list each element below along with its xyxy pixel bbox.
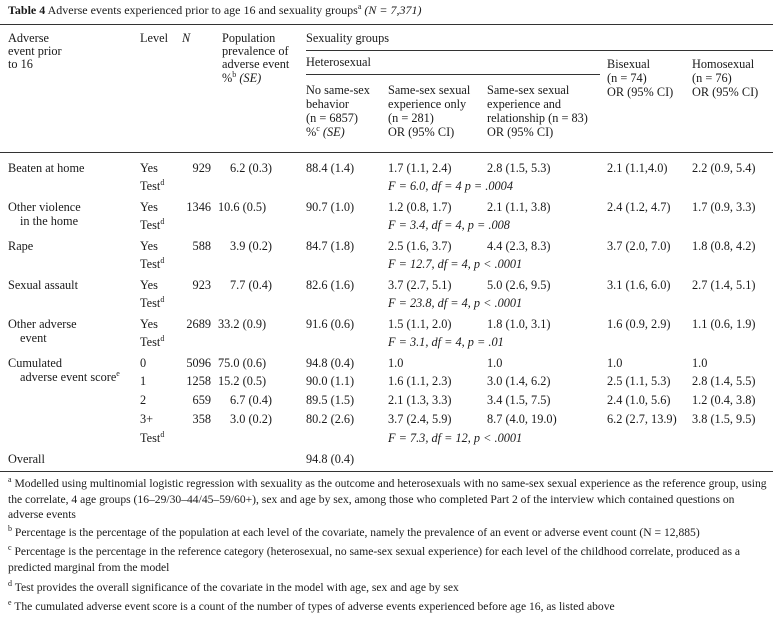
cumulated-homosexual: 1.0 — [692, 356, 708, 370]
row-event-label: Other adverse — [8, 317, 77, 331]
cumulated-level: 0 — [140, 356, 147, 370]
row-same-sex-only: 1.2 (0.8, 1.7) — [388, 200, 452, 214]
cumulated-population: 3.0 (0.2) — [230, 412, 273, 426]
cumulated-level: 3+ — [140, 412, 154, 426]
table-label: Table 4 — [8, 3, 46, 17]
row-same-sex-relationship: 2.8 (1.5, 5.3) — [487, 161, 551, 175]
cumulated-n: 659 — [192, 393, 211, 407]
row-same-sex-only: 1.7 (1.1, 2.4) — [388, 161, 452, 175]
row-population: 33.2 (0.9) — [218, 317, 267, 331]
cumulated-level: 1 — [140, 374, 147, 388]
header-bisexual: Bisexual — [607, 57, 651, 71]
cumulated-same-sex-only: 3.7 (2.4, 5.9) — [388, 412, 452, 426]
test-result: F = 23.8, df = 4, p < .0001 — [388, 296, 523, 310]
row-level: Yes — [140, 278, 158, 292]
header-population: prevalence of — [222, 44, 289, 58]
cumulated-population: 15.2 (0.5) — [218, 374, 267, 388]
row-n: 1346 — [186, 200, 211, 214]
header-sexuality-groups: Sexuality groups — [306, 31, 389, 45]
percent-sign: % — [222, 71, 233, 85]
top-rule — [0, 24, 773, 25]
cumulated-no-same-sex: 80.2 (2.6) — [306, 412, 355, 426]
row-no-same-sex: 82.6 (1.6) — [306, 278, 355, 292]
row-bisexual: 2.4 (1.2, 4.7) — [607, 200, 671, 214]
header-level: Level — [140, 31, 168, 45]
cumulated-same-sex-relationship: 8.7 (4.0, 19.0) — [487, 412, 557, 426]
row-same-sex-relationship: 2.1 (1.1, 3.8) — [487, 200, 551, 214]
footnote: $^b$ Percentage is the percentage of the population at each level of the covariate, namely the prevalence of an event or adverse event count (N = 12,885) — [8, 524, 700, 539]
cumulated-same-sex-relationship: 3.0 (1.4, 6.2) — [487, 374, 551, 388]
header-heterosexual: Heterosexual — [306, 55, 371, 69]
row-no-same-sex: 88.4 (1.4) — [306, 161, 355, 175]
row-bisexual: 1.6 (0.9, 2.9) — [607, 317, 671, 331]
footnote: $^d$ Test provides the overall significance of the covariate in the model with age, sex and age by sex — [8, 579, 459, 594]
cumulated-same-sex-only: 1.0 — [388, 356, 404, 370]
row-population: 6.2 (0.3) — [230, 161, 273, 175]
footnote: $^c$ Percentage is the percentage in the reference category (heterosexual, no same-sex sexual experience) for each level of the childhood correlate, produced as a predicted marginal from the model — [8, 543, 741, 574]
cumulated-bisexual: 1.0 — [607, 356, 623, 370]
header-same-sex-relationship: relationship (n = 83) — [487, 111, 588, 125]
table-title: Adverse events experienced prior to age 16 and sexuality groups — [47, 3, 358, 17]
header-population — [222, 69, 262, 85]
header-event: event prior — [8, 44, 62, 58]
header-population: Population — [222, 31, 276, 45]
overall-label: Overall — [8, 452, 45, 466]
header-same-sex-relationship: Same-sex sexual — [487, 83, 570, 97]
test-result: F = 3.4, df = 4, p = .008 — [388, 218, 510, 232]
cumulated-homosexual: 2.8 (1.4, 5.5) — [692, 374, 756, 388]
test-label: Test$^d$ — [140, 216, 165, 232]
test-label: Test$^d$ — [140, 429, 165, 445]
test-result: F = 3.1, df = 4, p = .01 — [388, 335, 504, 349]
row-same-sex-only: 2.5 (1.6, 3.7) — [388, 239, 452, 253]
test-label: Test$^d$ — [140, 255, 165, 271]
header-homosexual: Homosexual — [692, 57, 755, 71]
test-result: F = 7.3, df = 12, p < .0001 — [388, 431, 523, 445]
header-event: to 16 — [8, 57, 33, 71]
se-label: (SE) — [322, 125, 345, 139]
cumulated-n: 1258 — [186, 374, 211, 388]
test-label: Test$^d$ — [140, 333, 165, 349]
row-population: 3.9 (0.2) — [230, 239, 273, 253]
row-event-label: Beaten at home — [8, 161, 85, 175]
header-n: N — [182, 31, 191, 45]
header-rule — [0, 152, 773, 153]
row-homosexual: 2.2 (0.9, 5.4) — [692, 161, 756, 175]
header-same-sex-only: Same-sex sexual — [388, 83, 471, 97]
row-homosexual: 2.7 (1.4, 5.1) — [692, 278, 756, 292]
row-event-label-cont: event — [20, 331, 47, 345]
footnote-mark: b — [232, 69, 237, 79]
percent-sign: % — [306, 125, 317, 139]
header-homosexual: (n = 76) — [692, 71, 732, 85]
header-homosexual: OR (95% CI) — [692, 85, 759, 99]
row-n: 923 — [192, 278, 211, 292]
row-same-sex-relationship: 1.8 (1.0, 3.1) — [487, 317, 551, 331]
cumulated-population: 6.7 (0.4) — [230, 393, 273, 407]
row-level: Yes — [140, 239, 158, 253]
row-no-same-sex: 90.7 (1.0) — [306, 200, 355, 214]
header-same-sex-only: (n = 281) — [388, 111, 434, 125]
cumulated-same-sex-only: 2.1 (1.3, 3.3) — [388, 393, 452, 407]
bottom-rule — [0, 471, 773, 472]
row-no-same-sex: 91.6 (0.6) — [306, 317, 355, 331]
heterosexual-rule — [306, 74, 600, 75]
header-no-same-sex: No same-sex — [306, 83, 370, 97]
row-n: 588 — [192, 239, 211, 253]
row-population: 10.6 (0.5) — [218, 200, 267, 214]
cumulated-level: 2 — [140, 393, 147, 407]
row-same-sex-only: 1.5 (1.1, 2.0) — [388, 317, 452, 331]
header-no-same-sex: behavior — [306, 97, 350, 111]
row-n: 2689 — [186, 317, 211, 331]
row-same-sex-relationship: 5.0 (2.6, 9.5) — [487, 278, 551, 292]
cumulated-no-same-sex: 89.5 (1.5) — [306, 393, 355, 407]
row-no-same-sex: 84.7 (1.8) — [306, 239, 355, 253]
se-label: (SE) — [239, 71, 262, 85]
row-level: Yes — [140, 161, 158, 175]
header-bisexual: (n = 74) — [607, 71, 647, 85]
test-label: Test$^d$ — [140, 294, 165, 310]
row-population: 7.7 (0.4) — [230, 278, 273, 292]
cumulated-homosexual: 1.2 (0.4, 3.8) — [692, 393, 756, 407]
cumulated-bisexual: 6.2 (2.7, 13.9) — [607, 412, 677, 426]
cumulated-no-same-sex: 94.8 (0.4) — [306, 356, 355, 370]
overall-no-same-sex: 94.8 (0.4) — [306, 452, 355, 466]
header-same-sex-only: experience only — [388, 97, 467, 111]
row-n: 929 — [192, 161, 211, 175]
test-result: F = 12.7, df = 4, p < .0001 — [388, 257, 523, 271]
row-bisexual: 3.7 (2.0, 7.0) — [607, 239, 671, 253]
header-no-same-sex — [306, 123, 345, 139]
header-same-sex-relationship: OR (95% CI) — [487, 125, 554, 139]
row-event-label: Sexual assault — [8, 278, 79, 292]
row-event-label: Rape — [8, 239, 34, 253]
cumulated-label: Cumulated — [8, 356, 62, 370]
cumulated-no-same-sex: 90.0 (1.1) — [306, 374, 355, 388]
row-homosexual: 1.8 (0.8, 4.2) — [692, 239, 756, 253]
table-total-n: (N = 7,371) — [364, 3, 422, 17]
cumulated-bisexual: 2.5 (1.1, 5.3) — [607, 374, 671, 388]
cumulated-same-sex-relationship: 1.0 — [487, 356, 503, 370]
row-event-label-cont: in the home — [20, 214, 79, 228]
row-homosexual: 1.1 (0.6, 1.9) — [692, 317, 756, 331]
cumulated-same-sex-relationship: 3.4 (1.5, 7.5) — [487, 393, 551, 407]
row-same-sex-only: 3.7 (2.7, 5.1) — [388, 278, 452, 292]
test-label: Test$^d$ — [140, 177, 165, 193]
cumulated-same-sex-only: 1.6 (1.1, 2.3) — [388, 374, 452, 388]
row-bisexual: 3.1 (1.6, 6.0) — [607, 278, 671, 292]
cumulated-homosexual: 3.8 (1.5, 9.5) — [692, 412, 756, 426]
footnote-mark: c — [316, 123, 320, 133]
sexuality-groups-rule — [306, 50, 773, 51]
header-population: adverse event — [222, 57, 290, 71]
cumulated-n: 5096 — [186, 356, 211, 370]
header-bisexual: OR (95% CI) — [607, 85, 674, 99]
header-same-sex-relationship: experience and — [487, 97, 562, 111]
row-event-label: Other violence — [8, 200, 81, 214]
table-caption — [8, 4, 421, 17]
cumulated-bisexual: 2.4 (1.0, 5.6) — [607, 393, 671, 407]
header-event: Adverse — [8, 31, 49, 45]
header-same-sex-only: OR (95% CI) — [388, 125, 455, 139]
test-result: F = 6.0, df = 4 p = .0004 — [388, 179, 513, 193]
cumulated-population: 75.0 (0.6) — [218, 356, 267, 370]
footnote: $^a$ Modelled using multinomial logistic regression with sexuality as the outcome and heterosexuals with no same-sex sexual experience as the reference group, using the correlate, 4 age groups (16–29/30–44/45–59/60+), sex and age by sex, among those who completed Part 2 of the interview which contained questions on adverse events — [8, 475, 767, 521]
cumulated-label: adverse event score$^e$ — [20, 368, 120, 384]
row-same-sex-relationship: 4.4 (2.3, 8.3) — [487, 239, 551, 253]
row-homosexual: 1.7 (0.9, 3.3) — [692, 200, 756, 214]
caption-footnote-mark: a — [357, 2, 362, 11]
row-level: Yes — [140, 200, 158, 214]
cumulated-n: 358 — [192, 412, 211, 426]
footnote: $^e$ The cumulated adverse event score is a count of the number of types of adverse events experienced before age 16, as listed above — [8, 598, 615, 613]
row-bisexual: 2.1 (1.1,4.0) — [607, 161, 668, 175]
row-level: Yes — [140, 317, 158, 331]
header-no-same-sex: (n = 6857) — [306, 111, 359, 125]
